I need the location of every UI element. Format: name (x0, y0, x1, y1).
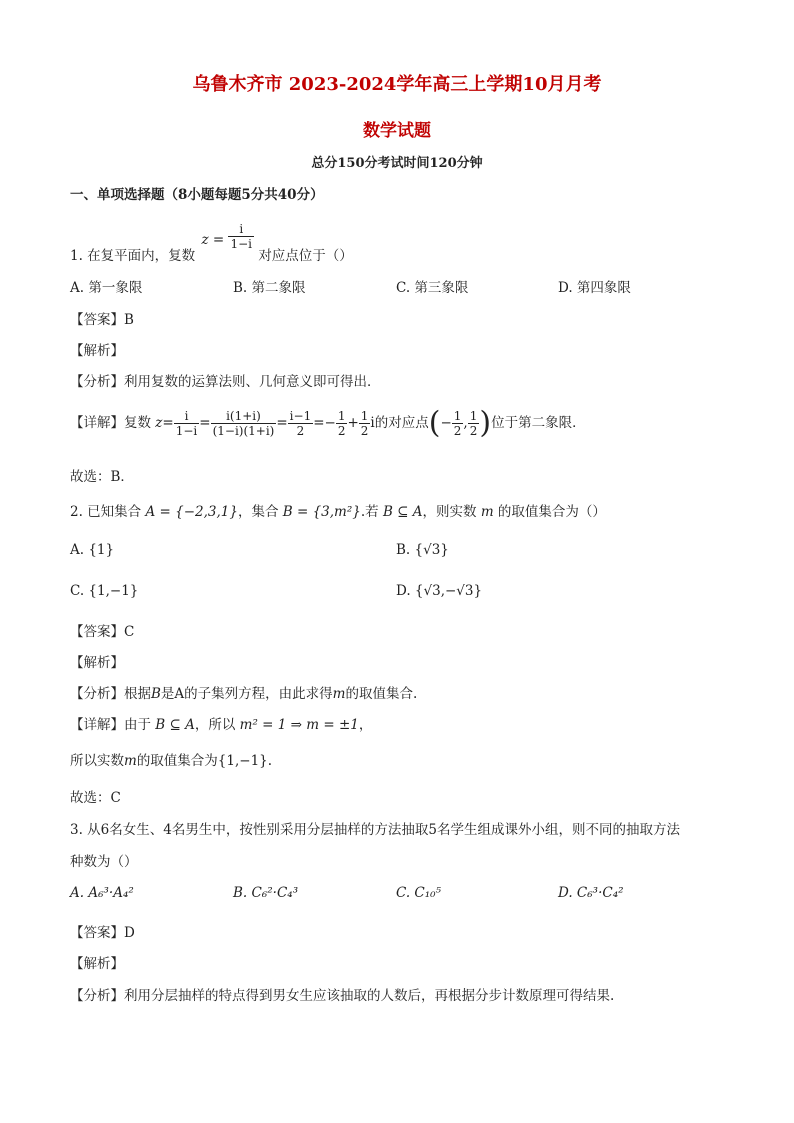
q1-option-d: D. 第四象限 (558, 280, 631, 296)
q1-f7-den: 2 (469, 424, 478, 438)
q1-f4-num: 1 (337, 409, 346, 423)
q3-answer: 【答案】D (70, 925, 135, 941)
q1-fenxi-text: 利用复数的运算法则、几何意义即可得出． (124, 374, 381, 390)
q2-line2-m: m (124, 753, 137, 769)
q2-mid2: .若 (360, 504, 379, 520)
q2-fenxi-pre: 根据 (124, 686, 151, 702)
q2-set-b: B = {3,m²} (282, 504, 361, 520)
q2-stem (70, 500, 606, 520)
q2-m: m (480, 504, 494, 520)
q3-stem-line1: 3. 从6名女生、4名男生中，按性别采用分层抽样的方法抽取5名学生组成课外小组，则不同的抽取方法 (70, 822, 680, 838)
q1-prefix: 1. 在复平面内，复数 (70, 248, 196, 264)
q2-xiangjie-mid: ，所以 (194, 717, 236, 733)
q1-eq1: = (199, 415, 211, 431)
q1-f2-num: i(1+i) (211, 409, 277, 424)
q2-option-d: D. {√3,−√3} (396, 583, 483, 599)
q1-conclusion: 故选：B． (70, 469, 134, 485)
q1-f5 (359, 409, 371, 438)
q2-option-a: A. {1} (70, 542, 115, 558)
q3-option-c: C. C₁₀⁵ (396, 885, 441, 901)
q2-option-c: C. {1,−1} (70, 583, 139, 599)
q1-option-c: C. 第三象限 (396, 280, 469, 296)
q2-fenxi-b: B (151, 686, 161, 702)
q2-xiangjie-post: ， (358, 717, 373, 733)
q1-z-eq: z = (201, 232, 225, 248)
q2-xiangjie-subset: B ⊆ A (155, 717, 195, 733)
exam-info: 总分150分考试时间120分钟 (311, 156, 483, 171)
q3-stem-line2: 种数为（） (70, 854, 138, 870)
q1-f1-den: 1−i (175, 424, 198, 438)
q1-eq3: = (313, 415, 325, 431)
q1-f6-num: 1 (453, 409, 462, 423)
q3-fenxi-tag: 【分析】 (70, 988, 124, 1004)
q1-suffix: 对应点位于（） (258, 248, 353, 264)
q2-mid3: ，则实数 (422, 504, 477, 520)
q1-f3-den: 2 (296, 424, 305, 438)
q1-frac-den: 1−i (230, 237, 253, 251)
q2-set-a: A = {−2,3,1} (145, 504, 238, 520)
q1-jiexi: 【解析】 (70, 343, 124, 359)
q1-f4-den: 2 (337, 424, 346, 438)
q2-fenxi-m: m (332, 686, 346, 702)
q1-xiangjie: 【详解】复数 z= $\frac{i}{1-i}$ = $\frac{i(1+i)}{(1-i)(1+i)}$ = $\frac{i-1}{2}$ =− $\frac{1}{2}$ + $\frac{1}{2}$ i的对应点(− $\frac{1}{2}$ , $\frac{1}{2}$ )位于第二象限． (70, 405, 586, 441)
q3-option-d: D. C₆³·C₄² (558, 885, 624, 901)
q2-jiexi: 【解析】 (70, 655, 124, 671)
q2-prefix: 2. 已知集合 (70, 504, 142, 520)
q1-f7 (468, 409, 480, 438)
q2-conclusion: 故选：C (70, 790, 121, 806)
q1-unit: i (370, 415, 375, 431)
q2-xiangjie-pre: 由于 (124, 717, 151, 733)
q2-line2-pre: 所以实数 (70, 753, 124, 769)
q2-fenxi (70, 682, 417, 702)
q2-line2-post: 的取值集合为{1,−1}. (136, 753, 273, 769)
section-heading: 一、单项选择题（8小题每题5分共40分） (70, 187, 324, 203)
q3-fenxi (70, 984, 614, 1004)
q3-option-a: A. A₆³·A₄² (70, 885, 134, 901)
q1-frac-num: i (228, 222, 254, 237)
q1-z: z= (155, 415, 174, 431)
q3-option-b: B. C₆²·C₄³ (233, 885, 299, 901)
q1-lparen: ( (428, 405, 441, 441)
q1-option-a: A. 第一象限 (70, 280, 143, 296)
q2-line2 (70, 749, 272, 769)
q1-stem (70, 218, 353, 264)
q1-f7-num: 1 (469, 409, 478, 423)
q2-mid1: ，集合 (237, 504, 279, 520)
q1-fraction (228, 222, 254, 251)
q1-f3 (288, 409, 314, 438)
q1-f6 (452, 409, 464, 438)
q1-f4 (336, 409, 348, 438)
q2-subset: B ⊆ A (382, 504, 423, 520)
q1-xiangjie-tag: 【详解】 (70, 415, 124, 431)
q1-f5-den: 2 (360, 424, 369, 438)
q1-answer: 【答案】B (70, 312, 134, 328)
q1-comma: , (463, 415, 468, 431)
subject-title: 数学试题 (363, 121, 431, 141)
q2-answer: 【答案】C (70, 624, 135, 640)
q1-rparen: ) (479, 405, 492, 441)
q1-f6-den: 2 (453, 424, 462, 438)
q1-f1 (174, 409, 200, 438)
q2-fenxi-post: 的取值集合. (345, 686, 418, 702)
q1-f1-num: i (174, 409, 200, 424)
q1-f2-den: (1−i)(1+i) (212, 424, 275, 438)
q1-plus: + (347, 415, 359, 431)
q2-fenxi-tag: 【分析】 (70, 686, 124, 702)
q1-f5-num: 1 (360, 409, 369, 423)
q2-xiangjie (70, 713, 372, 733)
q2-suffix: 的取值集合为（） (497, 504, 606, 520)
q1-option-b: B. 第二象限 (233, 280, 306, 296)
q1-fenxi-tag: 【分析】 (70, 374, 124, 390)
q1-mid: 的对应点 (374, 415, 429, 431)
q3-jiexi: 【解析】 (70, 956, 124, 972)
q1-fenxi (70, 370, 381, 390)
q1-f3-num: i−1 (289, 409, 312, 423)
q1-xiangjie-pre: 复数 (124, 415, 151, 431)
q3-fenxi-text: 利用分层抽样的特点得到男女生应该抽取的人数后，再根据分步计数原理可得结果. (124, 988, 615, 1004)
exam-title: 乌鲁木齐市 2023-2024学年高三上学期10月月考 (192, 74, 602, 95)
q1-eq2: = (276, 415, 288, 431)
q2-xiangjie-tag: 【详解】 (70, 717, 124, 733)
q2-xiangjie-eq: m² = 1 ⇒ m = ±1 (239, 717, 359, 733)
q2-option-b: B. {√3} (396, 542, 449, 558)
q2-fenxi-mid: 是A的子集列方程，由此求得 (160, 686, 333, 702)
q1-tail: 位于第二象限． (491, 415, 586, 431)
q1-f2 (211, 409, 277, 438)
